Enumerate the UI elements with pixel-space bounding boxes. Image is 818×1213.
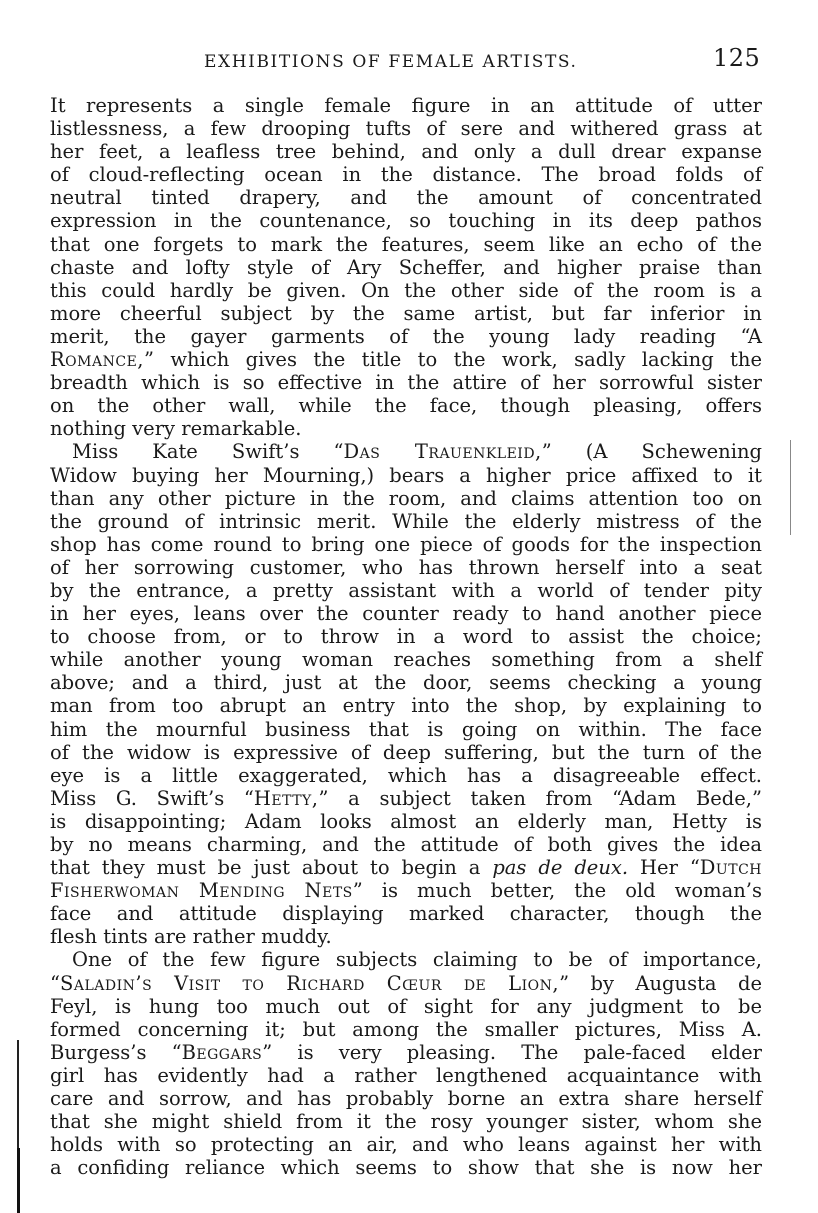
text-segment: ” is very pleasing. The pale-faced elder	[262, 1040, 762, 1064]
text-segment: ” (A Schewening	[541, 440, 762, 464]
page-number: 125	[713, 44, 761, 72]
text-line: flesh tints are rather muddy.	[50, 925, 332, 949]
text-line: that she might shield from it the rosy younger sister, whom she	[50, 1110, 762, 1134]
text-segment: Miss Kate Swift’s “	[72, 440, 344, 464]
artwork-title: Romance,	[50, 348, 144, 372]
artwork-title: Das Trauenkleid,	[343, 440, 542, 464]
text-line: breadth which is so effective in the attire of her sorrowful sister	[50, 371, 762, 395]
text-line: girl has evidently had a rather lengthened acquaintance with	[50, 1063, 762, 1087]
text-segment: ” which gives the title to the work, sadly lacking the	[144, 348, 762, 372]
artwork-title: Hetty,	[253, 786, 319, 810]
text-line: above; and a third, just at the door, seems checking a young	[50, 671, 762, 695]
text-line: the ground of intrinsic merit. While the elderly mistress of the	[50, 509, 762, 533]
running-head: EXHIBITIONS OF FEMALE ARTISTS.	[204, 52, 578, 72]
text-segment: ” by Augusta de	[559, 971, 762, 995]
body-text	[50, 94, 762, 1179]
text-line: chaste and lofty style of Ary Scheffer, and higher praise than	[50, 255, 762, 279]
text-segment: “	[50, 971, 60, 995]
text-line: It represents a single female figure in an attitude of utter	[50, 94, 762, 117]
artwork-title: Saladin’s Visit to Richard Cœur de Lion,	[59, 971, 560, 995]
text-line: merit, the gayer garments of the young lady reading “A	[50, 324, 762, 348]
page-header	[0, 38, 818, 82]
text-line: eye is a little exaggerated, which has a disagreeable effect.	[50, 763, 762, 787]
text-line: in her eyes, leans over the counter ready to hand another piece	[50, 602, 762, 626]
text-line: than any other picture in the room, and claims attention too on	[50, 486, 762, 510]
text-segment: ” is much better, the old woman’s	[352, 879, 762, 903]
text-line	[50, 856, 762, 879]
text-segment: ” a subject taken from “Adam Bede,”	[318, 786, 762, 810]
text-segment: Miss G. Swift’s “	[50, 786, 254, 810]
text-line: a confiding reliance which seems to show that she is now her	[50, 1156, 762, 1180]
artwork-title: Beggars	[181, 1040, 263, 1064]
text-line	[50, 440, 762, 463]
text-segment: Burgess’s “	[50, 1040, 182, 1064]
text-line: of cloud-reflecting ocean in the distance. The broad folds of	[50, 163, 762, 187]
text-line: to choose from, or to throw in a word to assist the choice;	[50, 625, 762, 649]
text-line: care and sorrow, and has probably borne an extra share herself	[50, 1087, 762, 1111]
text-line: neutral tinted drapery, and the amount of concentrated	[50, 186, 762, 210]
text-line: of her sorrowing customer, who has thrown herself into a seat	[50, 555, 762, 579]
text-line	[50, 348, 762, 371]
text-line: by no means charming, and the attitude of both gives the idea	[50, 833, 762, 856]
text-line: more cheerful subject by the same artist, but far inferior in	[50, 301, 762, 325]
text-line: by the entrance, a pretty assistant with a world of tender pity	[50, 578, 762, 602]
text-line	[50, 787, 762, 810]
text-line	[50, 879, 762, 902]
right-margin-mark	[790, 440, 791, 535]
text-line	[50, 972, 762, 995]
text-line: face and attitude displaying marked character, though the	[50, 902, 762, 926]
text-line: formed concerning it; but among the smaller pictures, Miss A.	[50, 1017, 762, 1041]
text-line: listlessness, a few drooping tufts of sere and withered grass at	[50, 117, 762, 141]
text-line: this could hardly be given. On the other side of the room is a	[50, 278, 762, 302]
text-line: expression in the countenance, so touching in its deep pathos	[50, 209, 762, 233]
text-line: shop has come round to bring one piece of goods for the inspection	[50, 532, 762, 556]
text-line: on the other wall, while the face, though pleasing, offers	[50, 394, 762, 418]
text-line: Feyl, is hung too much out of sight for any judgment to be	[50, 994, 762, 1018]
text-line: Widow buying her Mourning,) bears a higher price affixed to it	[50, 463, 762, 487]
text-line: him the mournful business that is going on within. The face	[50, 717, 762, 741]
text-line: One of the few figure subjects claiming to be of importance,	[72, 948, 762, 972]
text-line: man from too abrupt an entry into the shop, by explaining to	[50, 694, 762, 718]
text-line: her feet, a leafless tree behind, and only a dull drear expanse	[50, 140, 762, 164]
text-line: holds with so protecting an air, and who leans against her with	[50, 1133, 762, 1157]
artwork-title: Dutch	[699, 856, 762, 880]
text-line: while another young woman reaches something from a shelf	[50, 648, 762, 672]
italic-phrase: pas de deux.	[492, 856, 629, 880]
text-line: that one forgets to mark the features, seem like an echo of the	[50, 232, 762, 256]
text-line	[50, 1041, 762, 1064]
artwork-title: Fisherwoman Mending Nets	[50, 879, 353, 903]
text-line: nothing very remarkable.	[50, 417, 302, 441]
left-margin-rule-dark	[17, 1148, 20, 1213]
text-line: is disappointing; Adam looks almost an elderly man, Hetty is	[50, 809, 762, 833]
text-segment: that they must be just about to begin a	[50, 856, 493, 880]
text-line: of the widow is expressive of deep suffering, but the turn of the	[50, 740, 762, 764]
text-segment: Her “	[628, 856, 700, 880]
